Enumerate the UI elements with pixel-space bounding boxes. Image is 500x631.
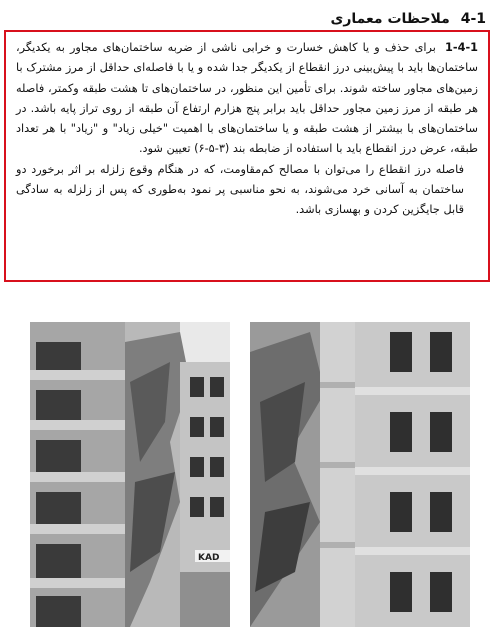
section-heading [10,8,486,30]
clause-paragraph-1-text: برای حذف و یا کاهش خسارت و خرابی ناشی از ضربه ساختمان‌های مجاور به یکدیگر، ساختمان‌ها باید با پیش‌بینی درز انقطاع از یکدیگر جدا شده و یا با فاصله‌ای حداقل از مرز مشترک با زمین‌های مجاور ساخته شوند. برای تأمین این منظور، در ساختمان‌های تا هشت طبقه وکمتر، فاصله هر طبقه از مرز زمین مجاور حداقل باید برابر پنج هزارم ارتفاع آن طبقه از روی تراز پایه باشد. در ساختمان‌های با بیشتر از هشت طبقه و یا ساختمان‌های با اهمیت "خیلی زیاد" و "زیاد" با هر تعداد طبقه، عرض درز انقطاع باید با استفاده از ضابطه بند (۳-۵-۶) تعیین شود. [16,41,478,156]
clause-text [16,38,478,221]
photo-damaged-building-right [250,322,470,627]
section-title: ملاحظات معماری [330,11,450,27]
clause-number: 1-4-1 [445,41,479,54]
clause-paragraph-2 [16,160,478,221]
clause-paragraph-2-text: فاصله درز انقطاع را می‌توان با مصالح کم‌مقاومت، که در هنگام وقوع زلزله بر اثر برخورد دو ساختمان به آسانی خرد می‌شوند، به نحو مناسبی پر نمود به‌طوری که پس از زلزله به سادگی قابل جایگزین کردن و بهسازی باشد. [16,162,464,217]
shop-sign-text: KAD [198,553,220,563]
photo-damaged-building-left [30,322,230,627]
clause-paragraph-1 [16,38,478,160]
section-number: 4-1 [460,11,486,27]
